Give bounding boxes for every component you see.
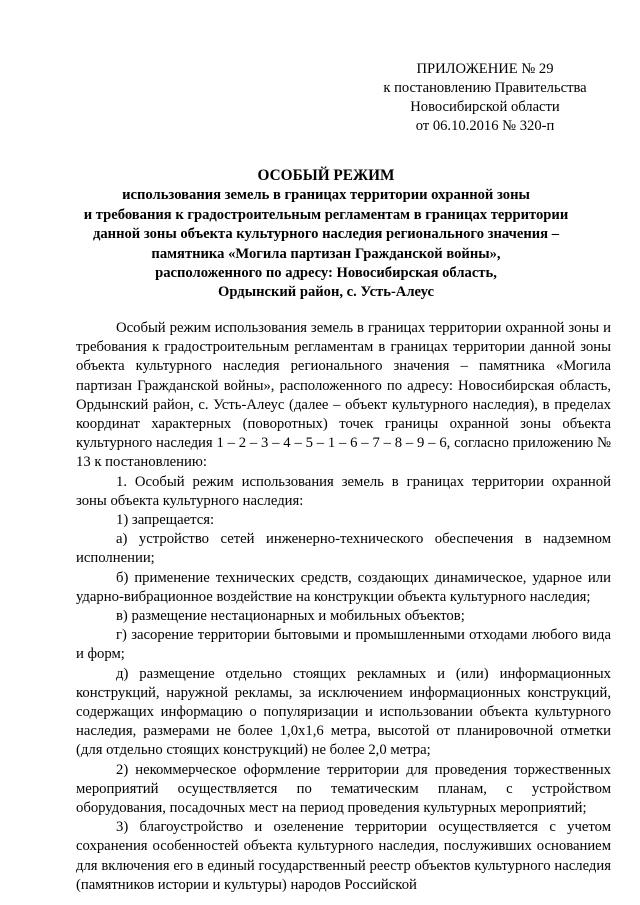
paragraph-item-1: 1. Особый режим использования земель в границах территории охранной зоны объекта культурного наследия: bbox=[76, 473, 611, 509]
title-line: Ордынский район, с. Усть-Алеус bbox=[218, 284, 434, 301]
paragraph-item-2: 2) некоммерческое оформление территории для проведения торжественных мероприятий осуществляется по тематическим планам, с устройством оборудования, посадочных мест на период проведения культурных мероприятий; bbox=[76, 761, 611, 817]
title-line: памятника «Могила партизан Гражданской войны», bbox=[151, 245, 501, 262]
document-body bbox=[76, 319, 611, 895]
paragraph-item-d: д) размещение отдельно стоящих рекламных и (или) информационных конструкций, наружной рекламы, за исключением информационных конструкций, содержащих информацию о популяризации и использовании объекта культурного наследия, размерами не более 1,0х1,6 метра, высотой от планировочной отметки (для отдельно стоящих конструкций) не более 2,0 метра; bbox=[76, 665, 611, 759]
title-line: использования земель в границах территории охранной зоны bbox=[122, 187, 530, 204]
title-main: ОСОБЫЙ РЕЖИМ bbox=[257, 167, 395, 184]
paragraph-prohibited: 1) запрещается: bbox=[116, 512, 215, 529]
document-title bbox=[70, 166, 582, 303]
appendix-date: от 06.10.2016 № 320-п bbox=[415, 118, 555, 134]
appendix-reference: к постановлению Правительства bbox=[383, 80, 587, 96]
paragraph-item-a: а) устройство сетей инженерно-технического обеспечения в надземном исполнении; bbox=[76, 531, 611, 567]
appendix-number: ПРИЛОЖЕНИЕ № 29 bbox=[416, 61, 554, 77]
paragraph-intro: Особый режим использования земель в границах территории охранной зоны и требования к градостроительным регламентам в границах территории данной зоны объекта культурного наследия регионального значения – памятника «Могила партизан Гражданской войны», расположенного по адресу: Новосибирская область, Ордынский район, с. Усть-Алеус (далее – объект культурного наследия), в пределах координат характерных (поворотных) точек границы охранной зоны объекта культурного наследия 1 – 2 – 3 – 4 – 5 – 1 – 6 – 7 – 8 – 9 – 6, согласно приложению № 13 к постановлению: bbox=[76, 320, 611, 471]
title-line: расположенного по адресу: Новосибирская область, bbox=[155, 265, 497, 282]
paragraph-item-v: в) размещение нестационарных и мобильных объектов; bbox=[116, 608, 465, 625]
title-line: и требования к градостроительным регламентам в границах территории bbox=[83, 206, 569, 223]
appendix-region: Новосибирской области bbox=[410, 99, 560, 115]
paragraph-item-b: б) применение технических средств, создающих динамическое, ударное или ударно-вибрационное воздействие на конструкции объекта культурного наследия; bbox=[76, 569, 611, 605]
paragraph-item-g: г) засорение территории бытовыми и промышленными отходами любого вида и форм; bbox=[76, 627, 611, 663]
appendix-header bbox=[380, 60, 590, 136]
title-line: данной зоны объекта культурного наследия регионального значения – bbox=[92, 226, 559, 243]
paragraph-item-3: 3) благоустройство и озеленение территории осуществляется с учетом сохранения особенностей объекта культурного наследия, послуживших основанием для включения его в единый государственный реестр объектов культурного наследия (памятников истории и культуры) народов Российской bbox=[76, 819, 611, 893]
